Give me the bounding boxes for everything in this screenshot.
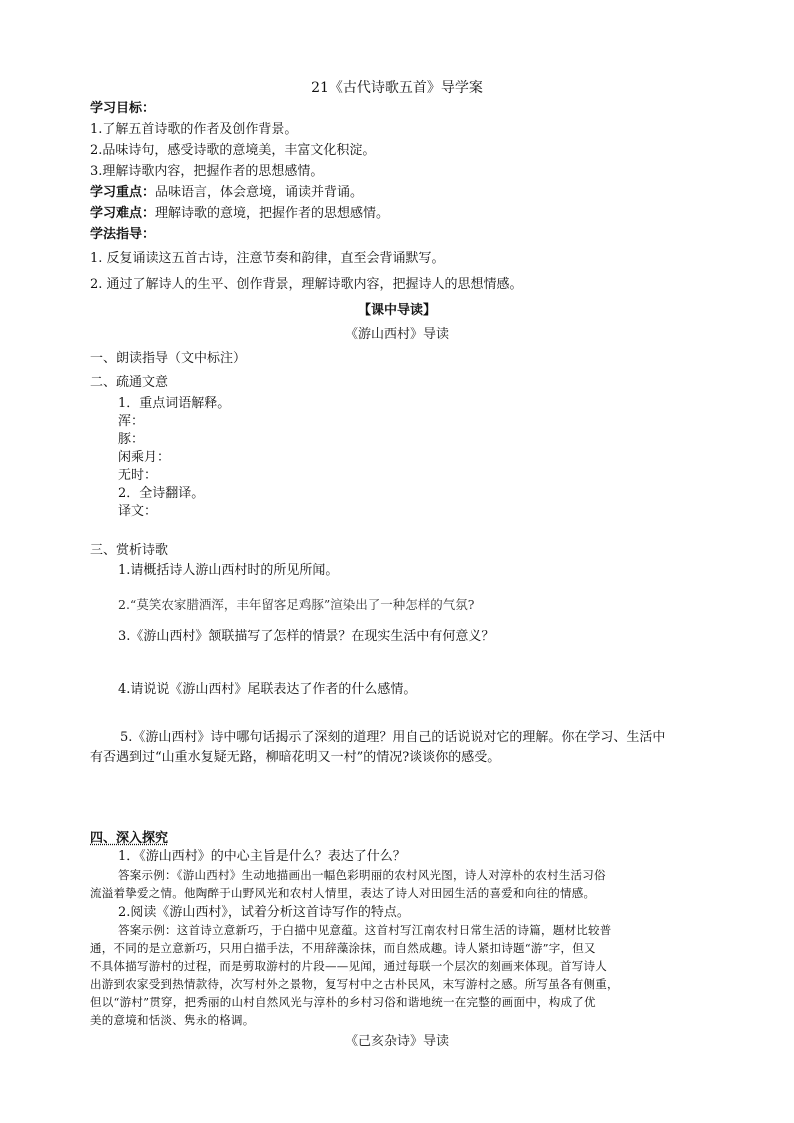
inquiry-answer: 出游到农家受到热情款待，次写村外之景物，复写村中之古朴民风，末写游村之感。所写虽各有侧重，	[90, 977, 619, 991]
section2-heading: 二、疏通文意	[90, 375, 169, 390]
inquiry-answer: 美的意境和恬淡、隽永的格调。	[90, 1013, 255, 1027]
question-item: 4.请说说《游山西村》尾联表达了作者的什么感情。	[118, 682, 417, 697]
vocab-term: 无时：	[118, 468, 158, 483]
class-guide-heading: 【课中导读】	[357, 303, 436, 318]
poem1-heading: 《游山西村》导读	[344, 327, 449, 342]
translation-label: 译文：	[118, 504, 158, 519]
poem2-heading: 《己亥杂诗》导读	[344, 1034, 449, 1049]
inquiry-answer: 流溢着挚爱之情。他陶醉于山野风光和农村人情里，表达了诗人对田园生活的喜爱和向往的情感。	[90, 886, 596, 900]
key-point-label: 学习重点：	[90, 185, 156, 200]
question-item: 2.“莫笑农家腊酒浑，丰年留客足鸡豚”渲染出了一种怎样的气氛?	[118, 597, 475, 612]
question-item: 5.《游山西村》诗中哪句话揭示了深刻的道理？用自己的话说说对它的理解。你在学习、生活中	[120, 730, 666, 745]
question-item-cont: 有否遇到过“山重水复疑无路，柳暗花明又一村”的情况?谈谈你的感受。	[90, 750, 501, 765]
section1-heading: 一、朗读指导（文中标注）	[90, 351, 247, 366]
section4-heading: 四、深入探究	[90, 831, 169, 846]
objective-item: 1.了解五首诗歌的作者及创作背景。	[90, 122, 298, 137]
objective-item: 3.理解诗歌内容，把握作者的思想感情。	[90, 164, 324, 179]
inquiry-question: 1．《游山西村》的中心主旨是什么？表达了什么？	[118, 849, 406, 864]
section3-heading: 三、赏析诗歌	[90, 543, 169, 558]
inquiry-answer: 答案示例：这首诗立意新巧，于白描中见意蕴。这首村写江南农村日常生活的诗篇，题材比较普	[118, 923, 612, 937]
difficulty-label: 学习难点：	[90, 206, 156, 221]
inquiry-answer: 不具体描写游村的过程，而是剪取游村的片段——见闻，通过每联一个层次的刻画来体现。首写诗人	[90, 959, 607, 973]
page-title: 21《古代诗歌五首》导学案	[311, 80, 483, 96]
inquiry-answer: 通，不同的是立意新巧，只用白描手法，不用辞藻涂抹，而自然成趣。诗人紧扣诗题“游”字，但又	[90, 941, 596, 955]
inquiry-answer: 但以“游村”贯穿，把秀丽的山村自然风光与淳朴的乡村习俗和谐地统一在完整的画面中，构成了优	[90, 995, 596, 1009]
method-heading: 学法指导：	[90, 227, 156, 242]
objective-item: 2.品味诗句，感受诗歌的意境美，丰富文化积淀。	[90, 143, 376, 158]
difficulty-line	[90, 205, 389, 222]
question-item: 1.请概括诗人游山西村时的所见所闻。	[118, 563, 339, 578]
objectives-heading: 学习目标：	[90, 101, 156, 116]
inquiry-question: 2.阅读《游山西村》，试着分析这首诗写作的特点。	[118, 905, 410, 920]
method-item: 2. 通过了解诗人的生平、创作背景，理解诗歌内容，把握诗人的思想情感。	[90, 277, 523, 292]
vocab-term: 闲乘月：	[118, 450, 171, 465]
inquiry-answer: 答案示例：《游山西村》生动地描画出一幅色彩明丽的农村风光图，诗人对淳朴的农村生活习俗	[118, 868, 606, 882]
method-item: 1. 反复诵读这五首古诗，注意节奏和韵律，直至会背诵默写。	[90, 251, 445, 266]
vocab-term: 浑：	[118, 414, 145, 429]
translation-subheading: 2．全诗翻译。	[118, 486, 205, 501]
difficulty-text: 理解诗歌的意境，把握作者的思想感情。	[155, 206, 390, 221]
vocab-term: 豚：	[118, 432, 145, 447]
question-item: 3.《游山西村》颔联描写了怎样的情景？在现实生活中有何意义？	[118, 629, 495, 644]
key-point-line	[90, 184, 363, 201]
key-point-text: 品味语言，体会意境，诵读并背诵。	[155, 185, 364, 200]
vocab-subheading: 1．重点词语解释。	[118, 396, 231, 411]
